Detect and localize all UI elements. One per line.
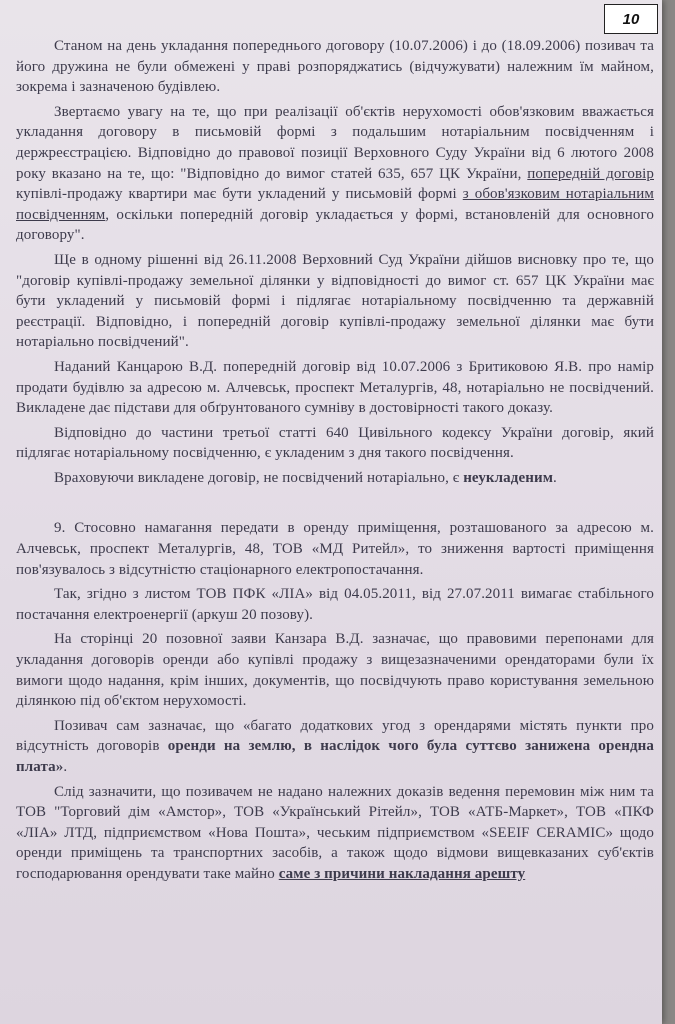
paragraph-text: Станом на день укладання попереднього договору (10.07.2006) і до (18.09.2006) позивач та його дружина не були обмежені у праві розпоряджатись (відчужувати) належним їм майном, зокрема і зазначеною будівлею. [16,38,654,96]
paragraph [16,102,654,246]
document-body [16,36,654,885]
paragraph-text: Враховуючи викладене договір, не посвідчений нотаріально, є [54,469,464,486]
paragraph-text: . [63,759,68,775]
paragraph-text: саме з причини накладання арешту [278,865,526,882]
paragraph-text: На сторінці 20 позовної заяви Канзара В.Д. зазначає, що правовими перепонами для укладання договорів оренди або купівлі продажу з вищезазначеними орендаторами були їх вимоги щодо надання, крім інших, документів, що посвідчують право користування земельною ділянкою під об'єктом нерухомості. [16,631,654,710]
paragraph-text: , оскільки попередній договір укладається у формі, встановленій для основного договору". [16,206,654,244]
paragraph-text: Звертаємо увагу на те, що при реалізації об'єктів нерухомості обов'язковим вважається укладання договору в письмовій формі з подальшим нотаріальним посвідченням і держреєстрацією. Відповідно до правової позиції Верховного Суду України від 6 лютого 2008 року вказано на те, що: "Відповідно до вимог статей 635, 657 ЦК України, [16,103,654,182]
page-number: 10 [604,4,658,34]
paragraph-text: попередній договір [527,165,654,182]
paragraph [16,250,654,353]
paragraph [16,423,654,464]
paragraph [16,518,654,580]
paragraph-text: Позивач сам зазначає, що «багато додаткових угод з орендарями містять пункти про відсутність договорів [16,717,654,755]
paragraph-text: 9. Стосовно намагання передати в оренду приміщення, розташованого за адресою м. Алчевськ, проспект Металургів, 48, ТОВ «МД Ритейл», то зниження вартості приміщення пов'язувалось з відсутністю стаціонарного електропостачання. [16,520,654,578]
paragraph [16,782,654,885]
paragraph-text: купівлі-продажу квартири має бути укладений у письмовій формі [16,186,463,203]
paragraph [16,584,654,625]
paragraph [16,36,654,98]
paragraph [16,716,654,778]
paragraph-text: оренди на землю, в наслідок чого була суттєво занижена орендна плата» [16,738,654,775]
paragraph-text: . [553,469,557,486]
paragraph-text: Відповідно до частини третьої статті 640 Цивільного кодексу України договір, який підлягає нотаріальному посвідченню, є укладеним з дня такого посвідчення. [16,424,654,462]
paragraph [16,357,654,419]
paragraph-text: Так, згідно з листом ТОВ ПФК «ЛІА» від 04.05.2011, від 27.07.2011 вимагає стабільного постачання електроенергії (аркуш 20 позову). [16,586,654,623]
paragraph [16,629,654,711]
paragraph-text: Слід зазначити, що позивачем не надано належних доказів ведення перемовин між ним та ТОВ "Торговий дім «Амстор», ТОВ «Український Рітейл», ТОВ «АТБ-Маркет», ТОВ «ПКФ «ЛІА» ЛТД, підприємством «Нова Пошта», чеським підприємством «SEEIF CERAMIC» щодо оренди приміщень та транспортних засобів, а також щодо відмови вищевказаних суб'єктів господарювання орендувати таке майно [16,783,654,882]
paragraph [16,468,654,489]
paragraph-text: Ще в одному рішенні від 26.11.2008 Верховний Суд України дійшов висновку про те, що "договір купівлі-продажу земельної ділянки у відповідності до вимог ст. 657 ЦК України має бути укладений у письмовій формі і підлягає нотаріальному посвідченню та державній реєстрації. Відповідно, і попередній договір купівлі-продажу земельної ділянки має бути нотаріально посвідчений". [16,251,654,351]
paragraph-text: з обов'язковим нотаріальним посвідченням [16,186,654,223]
paragraph-text: неукладеним [463,469,554,486]
paragraph-text: Наданий Канцарою В.Д. попередній договір від 10.07.2006 з Бритиковою Я.В. про намір продати будівлю за адресою м. Алчевськ, проспект Металургів, 48, нотаріально не посвідчений. Викладене дає підстави для обґрунтованого сумніву в достовірності такого доказу. [16,358,654,417]
